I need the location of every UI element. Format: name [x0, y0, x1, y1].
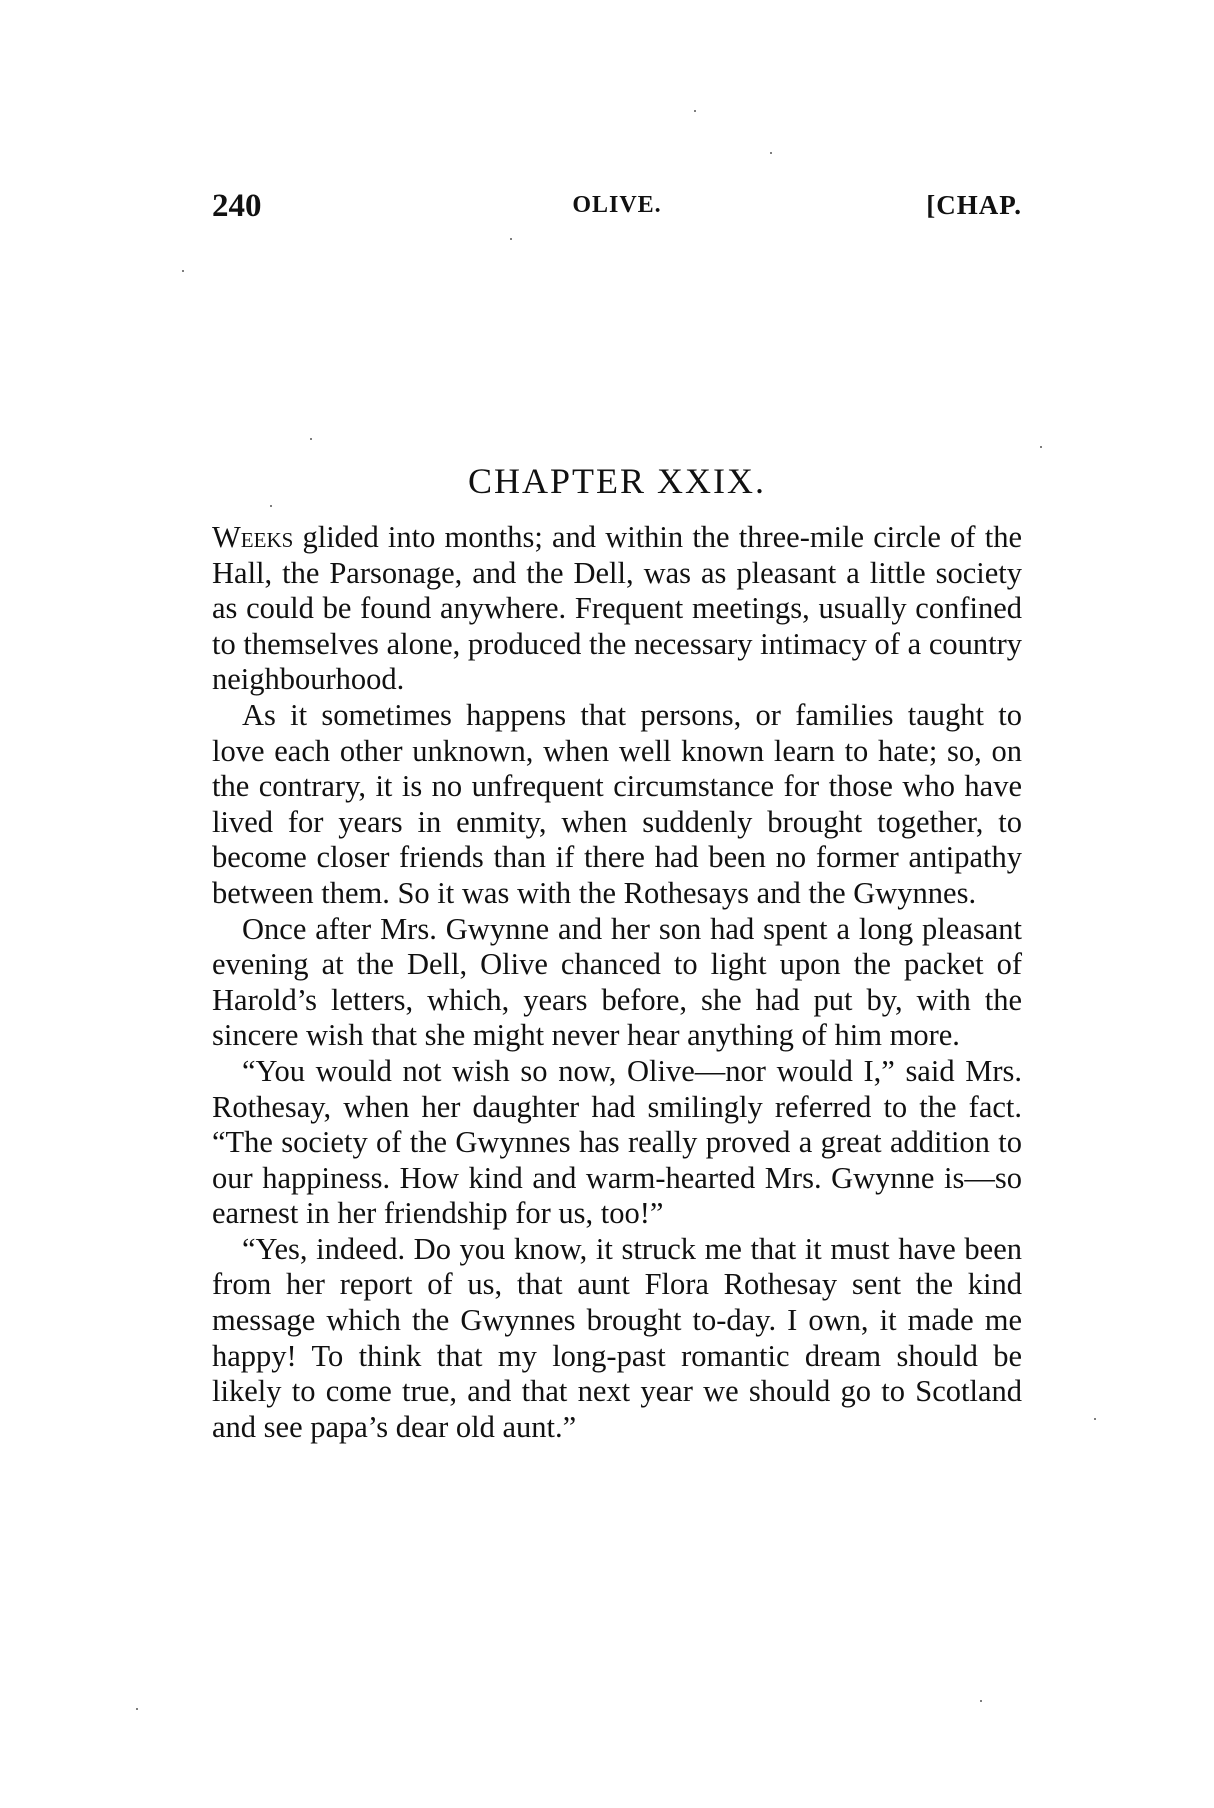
paragraph-5: “Yes, indeed. Do you know, it struck me that it must have been from her report of us, that aunt Flora Rothesay sent the kind message which the Gwynnes brought to-day. I own, it made me happy! To think that my long-past romantic dream should be likely to come true, and that next year we should go to Scotland and see papa’s dear old aunt.” [212, 1231, 1022, 1444]
paragraph-1 [212, 520, 1022, 698]
running-title: OLIVE. [572, 192, 662, 218]
speck [1040, 446, 1042, 448]
speck [310, 438, 312, 440]
paragraph-4: “You would not wish so now, Olive—nor would I,” said Mrs. Rothesay, when her daughter had smilingly referred to the fact. “The society of the Gwynnes has really proved a great addition to our happiness. How kind and warm-hearted Mrs. Gwynne is—so earnest in her friendship for us, too!” [212, 1053, 1022, 1231]
speck [980, 1700, 982, 1702]
running-section: [CHAP. [926, 190, 1022, 220]
speck [182, 270, 184, 272]
paragraph-3: Once after Mrs. Gwynne and her son had spent a long pleasant evening at the Dell, Olive chanced to light upon the packet of Harold’s letters, which, years before, she had put by, with the sincere wish that she might never hear anything of him more. [212, 911, 1022, 1053]
speck [1094, 1418, 1096, 1420]
speck [694, 110, 696, 112]
page-number: 240 [212, 188, 262, 224]
speck [510, 238, 512, 240]
speck [136, 1708, 138, 1710]
body-text [212, 520, 1022, 1445]
speck [270, 505, 272, 507]
paragraph-2: As it sometimes happens that persons, or families taught to love each other unknown, when well known learn to hate; so, on the contrary, it is no unfrequent circumstance for those who have lived for years in enmity, when suddenly brought together, to become closer friends than if there had been no former antipathy between them. So it was with the Rothesays and the Gwynnes. [212, 697, 1022, 910]
paragraph-1-text: glided into months; and within the three-mile circle of the Hall, the Parsonage, and the Dell, was as pleasant a little society as could be found anywhere. Frequent meetings, usually confined to themselves alone, produced the necessary intimacy of a country neighbourhood. [212, 520, 1022, 697]
paragraph-lead-word: Weeks [212, 520, 294, 554]
chapter-heading: CHAPTER XXIX. [467, 461, 766, 501]
speck [770, 152, 772, 154]
running-head [212, 188, 1022, 228]
